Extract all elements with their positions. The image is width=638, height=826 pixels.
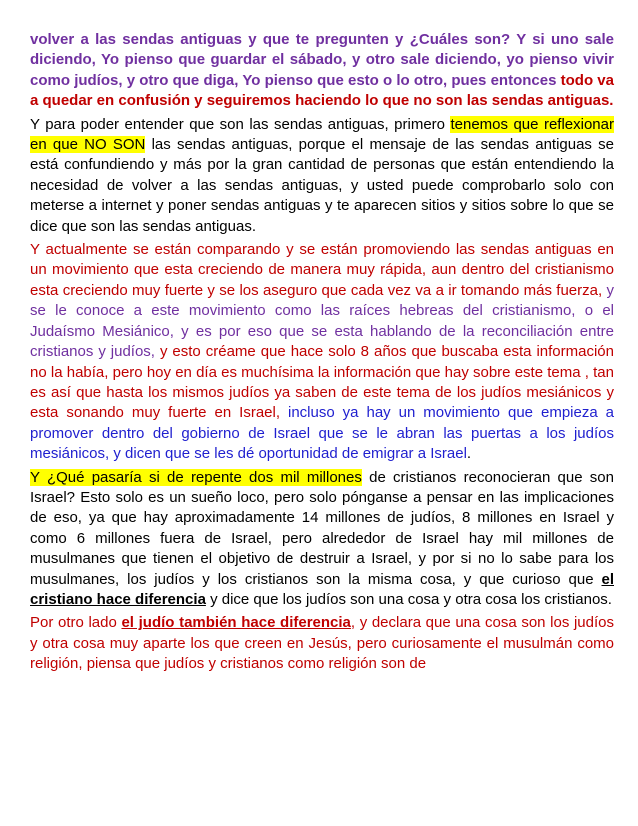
- paragraph-4: [30, 468, 614, 611]
- paragraph-1: [30, 30, 614, 112]
- p2-highlighted-text: tenemos que reflexionar en que NO SON: [30, 115, 614, 154]
- p3-text-red-2: y esto créame que hace solo 8 años que buscaba esta información no la había, pero hoy en día es muchísima la información que hay sobre este tema , tan es así que hasta los mismos judíos ya saben de este tema de los judíos mesiánicos y esta sonando muy fuerte en Israel,: [30, 343, 614, 422]
- paragraph-3: [30, 240, 614, 464]
- p3-text-red-1: Y actualmente se están comparando y se están promoviendo las sendas antiguas en un movimiento que esta creciendo de manera muy rápida, aun dentro del cristianismo esta creciendo muy fuerte y se los aseguro que cada vez va a ir tomando más fuerza,: [30, 241, 614, 299]
- paragraph-2: [30, 115, 614, 237]
- p2-text-intro: Y para poder entender que son las sendas antiguas, primero: [30, 115, 451, 133]
- p1-text-purple: volver a las sendas antiguas y que te pregunten y ¿Cuáles son? Y si uno sale diciendo, Yo pienso que guardar el sábado, y otro sale diciendo, yo pienso vivir como judíos, y otro que diga, Yo pienso que esto o lo otro, pues entonces: [30, 31, 614, 89]
- p4-highlighted-text: Y ¿Qué pasaría si de repente dos mil millones: [30, 468, 362, 486]
- p2-text-rest: las sendas antiguas, porque el mensaje de las sendas antiguas se está confundiendo y más por la gran cantidad de personas que están entendiendo la necesidad de volver a las sendas antiguas, y usted puede comprobarlo solo con meterse a internet y poner sendas antiguas y te aparecen sitios y sitios sobre lo que se dice que son las sendas antiguas.: [30, 136, 614, 235]
- p1-text-red: todo va a quedar en confusión y seguiremos haciendo lo que no son las sendas antiguas.: [30, 71, 614, 110]
- p3-text-purple: y se le conoce a este movimiento como las raíces hebreas del cristianismo, o el Judaísmo Mesiánico, y es por eso que se esta hablando de la reconciliación entre cristianos y judíos,: [30, 281, 614, 361]
- paragraph-5: [30, 613, 614, 674]
- p5-text-rest: , y declara que una cosa son los judíos y otra cosa muy aparte los que creen en Jesús, pero curiosamente el musulmán como religión, piensa que judíos y cristianos como religión son de: [30, 614, 614, 673]
- p5-text-intro: Por otro lado: [30, 614, 122, 632]
- p3-text-blue: incluso ya hay un movimiento que empieza a promover dentro del gobierno de Israel que se le abran las puertas a los judíos mesiánicos, y dicen que se les dé oportunidad de emigrar a Israel: [30, 404, 614, 463]
- p4-underlined-phrase: el cristiano hace diferencia: [30, 570, 614, 608]
- p5-underlined-phrase: el judío también hace diferencia: [121, 614, 351, 632]
- p4-text-body: de cristianos reconocieran que son Israel? Esto solo es un sueño loco, pero solo pónganse a pensar en las implicaciones de eso, ya que hay aproximadamente 14 millones de judíos, 8 millones en Israel y como 6 millones fuera de Israel, pero alrededor de Israel hay mil millones de musulmanes que tienen el objetivo de destruir a Israel, y por si no lo sabe para los musulmanes, los judíos y los cristianos son la misma cosa, y que curioso que: [30, 468, 614, 588]
- p4-text-end: y dice que los judíos son una cosa y otra cosa los cristianos.: [205, 590, 612, 608]
- p3-text-period: .: [466, 445, 472, 463]
- document-page: [30, 30, 614, 678]
